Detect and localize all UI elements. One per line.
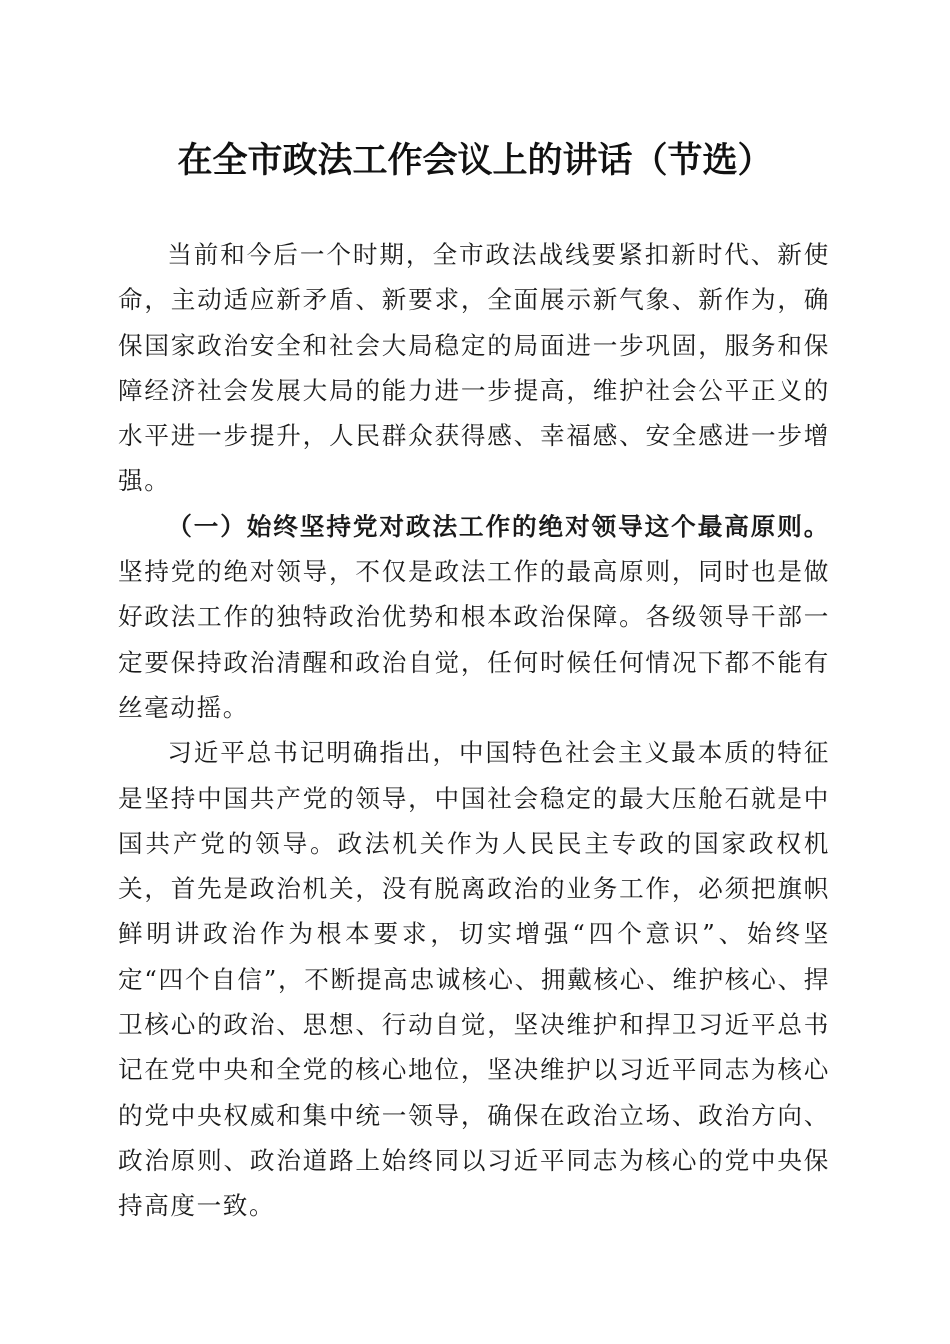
paragraph-text: 坚持党的绝对领导，不仅是政法工作的最高原则，同时也是做好政法工作的独特政治优势和根本政治保障。各级领导干部一定要保持政治清醒和政治自觉，任何时候任何情况下都不能有丝毫动摇。 — [118, 557, 830, 722]
section-heading: （一）始终坚持党对政法工作的绝对领导这个最高原则。 — [167, 511, 830, 541]
document-body — [118, 232, 830, 1229]
paragraph-1 — [118, 232, 830, 504]
paragraph-text: 习近平总书记明确指出，中国特色社会主义最本质的特征是坚持中国共产党的领导，中国社会稳定的最大压舱石就是中国共产党的领导。政法机关作为人民民主专政的国家政权机关，首先是政治机关，没有脱离政治的业务工作，必须把旗帜鲜明讲政治作为根本要求，切实增强“四个意识”、始终坚定“四个自信”，不断提高忠诚核心、拥戴核心、维护核心、捍卫核心的政治、思想、行动自觉，坚决维护和捍卫习近平总书记在党中央和全党的核心地位，坚决维护以习近平同志为核心的党中央权威和集中统一领导，确保在政治立场、政治方向、政治原则、政治道路上始终同以习近平同志为核心的党中央保持高度一致。 — [118, 738, 830, 1221]
paragraph-text: 当前和今后一个时期，全市政法战线要紧扣新时代、新使命，主动适应新矛盾、新要求，全面展示新气象、新作为，确保国家政治安全和社会大局稳定的局面进一步巩固，服务和保障经济社会发展大局的能力进一步提高，维护社会公平正义的水平进一步提升，人民群众获得感、幸福感、安全感进一步增强。 — [118, 240, 830, 496]
paragraph-3 — [118, 730, 830, 1228]
page-title: 在全市政法工作会议上的讲话（节选） — [177, 140, 773, 181]
paragraph-2 — [118, 504, 830, 730]
